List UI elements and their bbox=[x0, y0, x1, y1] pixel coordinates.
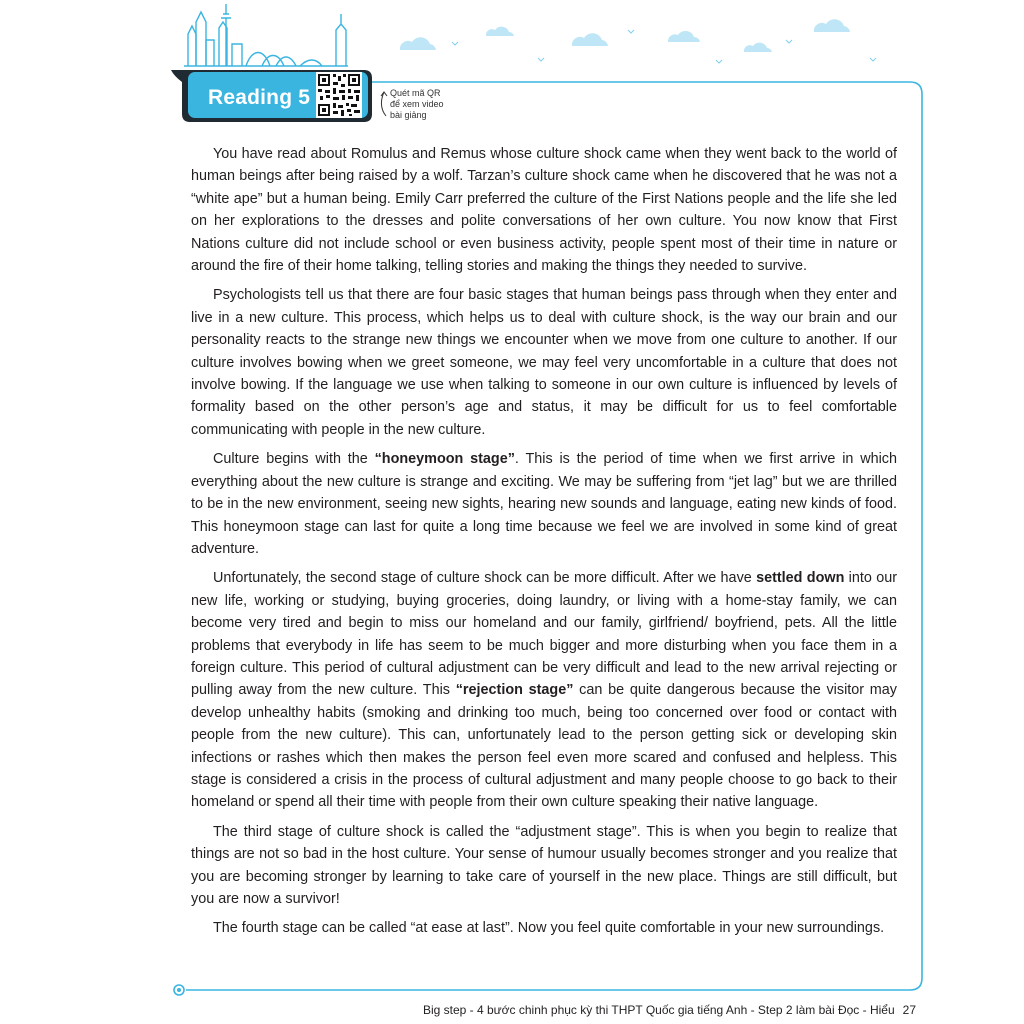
qr-note bbox=[390, 88, 470, 121]
text-run: . This is the period of time when we first arrive in which everything about the new culture is strange and exciting. We may be suffering from “jet lag” but we are thrilled to be in the new environment, seeing new sights, hearing new sounds and language, eating new kinds of food. This honeymoon stage can last for quite a long time because we feel we are involved in some kind of great adventure. bbox=[191, 451, 897, 557]
reading-title: Reading 5 bbox=[208, 86, 311, 109]
text-run: can be quite dangerous because the visitor may develop unhealthy habits (smoking and drinking too much, being too concerned over food or contact with people from the new culture). This can, unfortunately lead to the person getting sick or developing skin infections or rashes which then makes the person feel even more scared and confused and helpless. This stage is considered a crisis in the process of cultural adjustment and many people choose to go back to their homeland or spend all their time with people from their own culture speaking their native language. bbox=[191, 682, 897, 811]
highlighted-term: “rejection stage” bbox=[455, 682, 574, 699]
text-run: Culture begins with the bbox=[213, 451, 375, 468]
paragraph-6: The fourth stage can be called “at ease at last”. Now you feel quite comfortable in your new surroundings. bbox=[213, 920, 885, 937]
highlighted-term: “honeymoon stage” bbox=[374, 451, 515, 468]
paragraph-3 bbox=[191, 448, 897, 560]
paragraph-1: You have read about Romulus and Remus whose culture shock came when they went back to the world of human beings after being raised by a wolf. Tarzan’s culture shock came when he discovered that he was not a “white ape” but a human being. Emily Carr preferred the culture of the First Nations people and the life she led on her explorations to the dresses and polite conversations of her own culture. You now know that First Nations culture did not include school or even business activity, people spent most of their time in nature or around the fire of their home talking, telling stories and making the things they needed to survive. bbox=[191, 146, 897, 275]
qr-note-line: bài giảng bbox=[390, 110, 427, 120]
text-run: Unfortunately, the second stage of culture shock can be more difficult. After we have bbox=[213, 570, 757, 587]
highlighted-term: settled down bbox=[756, 570, 845, 587]
curved-arrow-icon bbox=[381, 92, 387, 116]
reading-passage bbox=[191, 143, 897, 947]
text-run: into our new life, working or studying, buying groceries, doing laundry, or living with a home-stay family, we can become very tired and begin to miss our homeland and our family, girlfriend/ boyfriend, pets. All the little problems that everybody in life has seem to be much bigger and more disturbing when you face them in a foreign culture. This period of cultural adjustment can be very difficult and lead to the new arrival rejecting or pulling away from the new culture. This bbox=[191, 570, 897, 699]
qr-note-line: Quét mã QR bbox=[390, 88, 441, 98]
cloud-icon bbox=[400, 19, 850, 52]
paragraph-4 bbox=[191, 567, 897, 813]
paragraph-5: The third stage of culture shock is called the “adjustment stage”. This is when you begin to realize that things are not so bad in the host culture. Your sense of humour usually becomes stronger and you realize that you are becoming stronger by learning to take care of yourself in the new place. Things are still difficult, but you are now a survivor! bbox=[191, 823, 897, 907]
footer-text: Big step - 4 bước chinh phục kỳ thi THPT Quốc gia tiếng Anh - Step 2 làm bài Đọc - Hiểu bbox=[422, 1003, 895, 1017]
qr-note-line: để xem video bbox=[390, 99, 444, 109]
page-footer bbox=[423, 1003, 916, 1017]
page-number: 27 bbox=[902, 1003, 916, 1017]
bird-icon bbox=[452, 30, 876, 63]
city-skyline-icon bbox=[184, 4, 348, 66]
paragraph-2: Psychologists tell us that there are four basic stages that human beings pass through when they enter and live in a new culture. This process, which helps us to deal with culture shock, is the way our brain and our personality reacts to the strange new things we encounter when we move from one culture to another. If our culture involves bowing when we greet someone, we may feel very uncomfortable in a culture that does not involve bowing. If the language we use when talking to someone in our own culture is influenced by levels of formality based on the other person’s age and status, it may be difficult for us to feel comfortable communicating with people in the new culture. bbox=[191, 287, 897, 438]
